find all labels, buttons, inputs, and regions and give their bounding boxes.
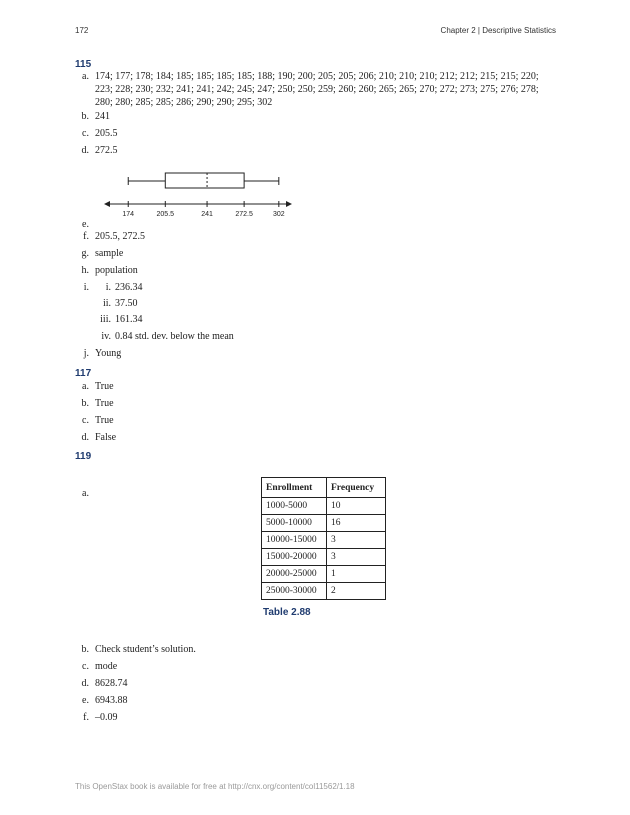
- header-enrollment: Enrollment: [262, 478, 327, 498]
- answer-115j: [75, 347, 557, 360]
- answer-115i-iv: [75, 330, 557, 343]
- item-label: a.: [82, 381, 89, 392]
- cell-frequency: 3: [327, 549, 386, 566]
- item-text: 272.5: [95, 145, 118, 156]
- item-label: e.: [82, 695, 89, 706]
- item-text: mode: [95, 661, 118, 672]
- answer-117d: [75, 431, 557, 444]
- item-text: 8628.74: [95, 678, 128, 689]
- cell-frequency: 16: [327, 515, 386, 532]
- subitem-text: 0.84 std. dev. below the mean: [115, 331, 234, 342]
- table-row: [262, 583, 386, 600]
- item-text: 205.5: [95, 128, 118, 139]
- item-label: a.: [82, 71, 89, 82]
- item-label: c.: [82, 415, 89, 426]
- subitem-text: 161.34: [115, 314, 143, 325]
- box-plot-axis-arrow-right: [286, 201, 292, 207]
- item-text: population: [95, 265, 138, 276]
- header-frequency: Frequency: [327, 478, 386, 498]
- answer-117b: [75, 397, 557, 410]
- enrollment-frequency-table: [261, 477, 386, 600]
- table-row: [262, 532, 386, 549]
- cell-enrollment: 1000-5000: [262, 498, 327, 515]
- item-label: h.: [81, 265, 89, 276]
- cell-enrollment: 25000-30000: [262, 583, 327, 600]
- subitem-text: 37.50: [115, 298, 138, 309]
- answer-115i-iii: [75, 313, 557, 326]
- item-label: e.: [82, 219, 89, 230]
- item-label: c.: [82, 128, 89, 139]
- answer-117c: [75, 414, 557, 427]
- table-row: [262, 515, 386, 532]
- item-text: 6943.88: [95, 695, 128, 706]
- cell-frequency: 2: [327, 583, 386, 600]
- subitem-label: iv.: [101, 331, 111, 342]
- table-header-row: [262, 478, 386, 498]
- item-text: True: [95, 415, 114, 426]
- answer-115b: [75, 110, 557, 123]
- box-plot-tick-label: 205.5: [156, 211, 175, 218]
- box-plot-tick-label: 241: [201, 211, 213, 218]
- cell-enrollment: 10000-15000: [262, 532, 327, 549]
- item-label: a.: [82, 488, 89, 499]
- answer-115a: [75, 70, 557, 109]
- cell-frequency: 10: [327, 498, 386, 515]
- table-row: [262, 498, 386, 515]
- table-row: [262, 566, 386, 583]
- question-number-115: 115: [75, 59, 92, 70]
- box-plot-axis-arrow-left: [104, 201, 110, 207]
- item-label: f.: [83, 712, 89, 723]
- answer-119f: [75, 711, 557, 724]
- item-text: False: [95, 432, 117, 443]
- subitem-label: iii.: [100, 314, 111, 325]
- item-label: i.: [83, 282, 89, 293]
- cell-frequency: 1: [327, 566, 386, 583]
- item-label: d.: [81, 432, 89, 443]
- item-text: 241: [95, 111, 110, 122]
- answer-119d: [75, 677, 557, 690]
- box-plot: [100, 166, 300, 222]
- item-label: d.: [81, 145, 89, 156]
- answer-115h: [75, 264, 557, 277]
- box-plot-tick-label: 272.5: [235, 211, 253, 218]
- item-text: Young: [95, 348, 122, 359]
- item-label: d.: [81, 678, 89, 689]
- item-text: Check student’s solution.: [95, 644, 196, 655]
- answer-119e: [75, 694, 557, 707]
- item-label: c.: [82, 661, 89, 672]
- item-label: j.: [83, 348, 89, 359]
- table-caption: Table 2.88: [263, 607, 311, 618]
- item-text: 174; 177; 178; 184; 185; 185; 185; 185; 188; 190; 200; 205; 205; 206; 210; 210; 210; 212; 212; 215; 215; 220; 223; 228; 230; 232; 241; 241; 242; 245; 247; 250; 250; 259; 260; 260; 265; 265; 270; 272; 273; 275; 276; 278; 280; 280; 285; 285; 286; 290; 290; 295; 302: [95, 71, 539, 108]
- subitem-label: ii.: [102, 298, 111, 309]
- item-label: b.: [81, 398, 89, 409]
- item-label: b.: [81, 111, 89, 122]
- question-number-119: 119: [75, 451, 92, 462]
- answer-115c: [75, 127, 557, 140]
- answer-115i: [75, 281, 557, 294]
- answer-115f: [75, 230, 557, 243]
- answer-115i-ii: [75, 297, 557, 310]
- box-plot-box: [165, 173, 244, 188]
- box-plot-tick-label: 174: [122, 211, 135, 218]
- cell-enrollment: 15000-20000: [262, 549, 327, 566]
- answer-119c: [75, 660, 557, 673]
- chapter-header: Chapter 2 | Descriptive Statistics: [440, 26, 556, 35]
- item-text: True: [95, 398, 114, 409]
- item-text: sample: [95, 248, 124, 259]
- question-number-117: 117: [75, 368, 92, 379]
- page-number: 172: [75, 26, 89, 35]
- subitem-text: 236.34: [115, 282, 143, 293]
- cell-enrollment: 5000-10000: [262, 515, 327, 532]
- item-text: True: [95, 381, 114, 392]
- item-label: f.: [83, 231, 89, 242]
- answer-115g: [75, 247, 557, 260]
- cell-enrollment: 20000-25000: [262, 566, 327, 583]
- item-label: b.: [81, 644, 89, 655]
- footer-note: This OpenStax book is available for free at http://cnx.org/content/col11562/1.18: [75, 782, 355, 791]
- answer-117a: [75, 380, 557, 393]
- item-text: –0.09: [95, 712, 118, 723]
- table-row: [262, 549, 386, 566]
- item-text: 205.5, 272.5: [95, 231, 145, 242]
- box-plot-tick-label: 302: [272, 211, 285, 218]
- answer-115d: [75, 144, 557, 157]
- item-label: g.: [81, 248, 89, 259]
- cell-frequency: 3: [327, 532, 386, 549]
- subitem-label: i.: [105, 282, 111, 293]
- answer-119b: [75, 643, 557, 656]
